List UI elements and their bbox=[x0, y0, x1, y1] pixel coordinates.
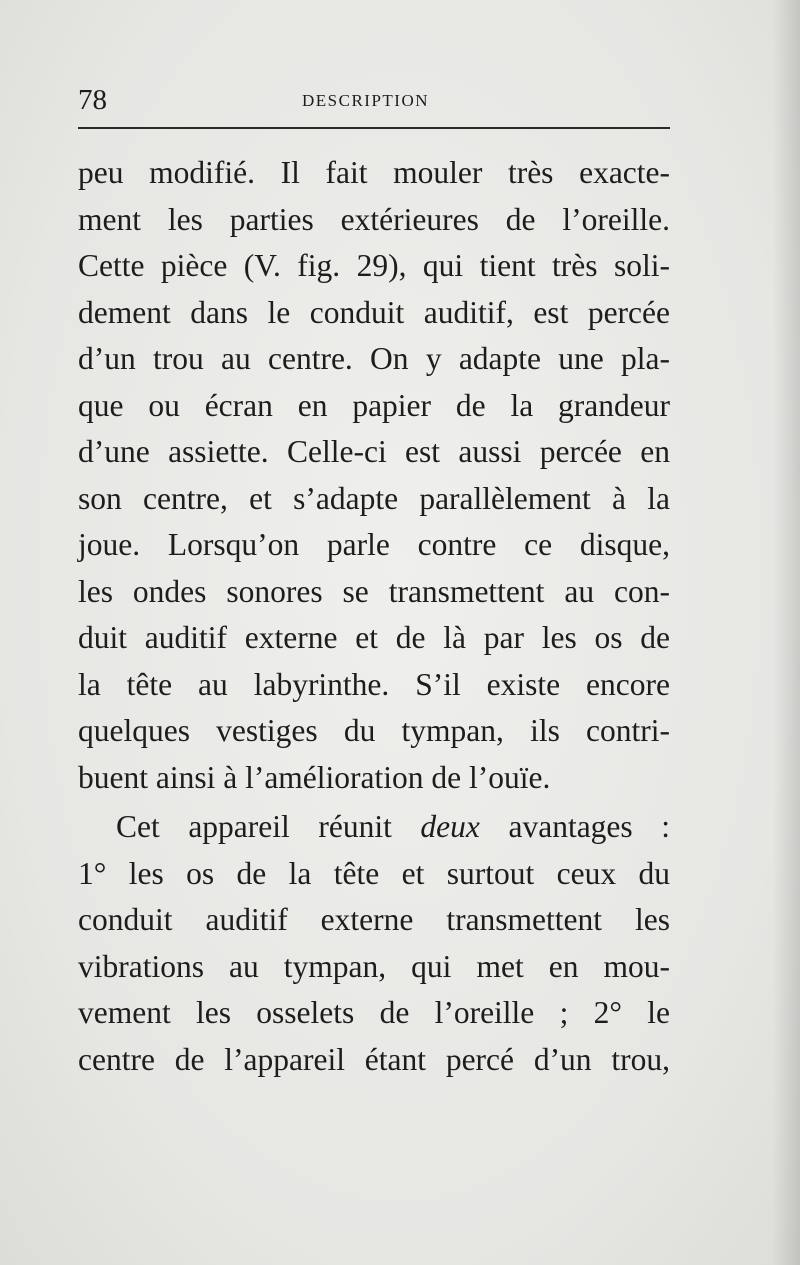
paragraph-1 bbox=[78, 150, 670, 801]
page-edge-shadow bbox=[772, 0, 800, 1265]
body-text bbox=[78, 150, 670, 1083]
running-head: DESCRIPTION bbox=[302, 91, 430, 110]
text-line: quelques vestiges du tympan, ils contri- bbox=[78, 713, 670, 748]
text-line: d’une assiette. Celle-ci est aussi percée en bbox=[78, 434, 670, 469]
text-line: la tête au labyrinthe. S’il existe encore bbox=[78, 666, 670, 702]
text-line: vibrations au tympan, qui met en mou- bbox=[78, 948, 670, 984]
text-segment: Cet appareil réunit bbox=[116, 809, 421, 844]
text-line: buent ainsi à l’amélioration de l’ouïe. bbox=[78, 759, 551, 795]
text-line: peu modifié. Il fait mouler très exacte- bbox=[78, 155, 670, 190]
text-line: centre de l’appareil étant percé d’un trou, bbox=[78, 1041, 670, 1077]
text-line: vement les osselets de l’oreille ; 2° le bbox=[78, 995, 670, 1030]
paragraph-2 bbox=[78, 804, 670, 1083]
text-line: 1° les os de la tête et surtout ceux du bbox=[78, 855, 670, 891]
text-line: que ou écran en papier de la grandeur bbox=[78, 387, 670, 423]
text-line: joue. Lorsqu’on parle contre ce disque, bbox=[78, 527, 670, 562]
page-number: 78 bbox=[78, 84, 107, 116]
text-line: son centre, et s’adapte parallèlement à la bbox=[78, 480, 670, 516]
text-line: duit auditif externe et de là par les os de bbox=[78, 620, 670, 655]
page-header bbox=[78, 82, 670, 118]
text-line: conduit auditif externe transmettent les bbox=[78, 902, 670, 937]
header-rule bbox=[78, 127, 670, 129]
text-segment: avantages : bbox=[479, 809, 671, 844]
text-line: ment les parties extérieures de l’oreille. bbox=[78, 201, 670, 237]
text-line: dement dans le conduit auditif, est percée bbox=[78, 294, 670, 330]
text-line bbox=[78, 804, 670, 851]
text-line: Cette pièce (V. fig. 29), qui tient très soli- bbox=[78, 248, 670, 283]
text-line: les ondes sonores se transmettent au con- bbox=[78, 573, 670, 609]
emphasis-word: deux bbox=[420, 809, 480, 844]
text-line: d’un trou au centre. On y adapte une pla- bbox=[78, 341, 670, 376]
